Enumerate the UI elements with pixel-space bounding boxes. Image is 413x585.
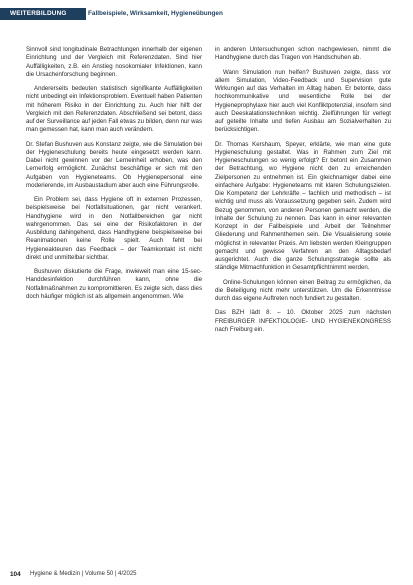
- section-tag: WEITERBILDUNG: [0, 8, 86, 20]
- paragraph: Dr. Stefan Bushuven aus Konstanz zeigte, wie die Simulation bei der Hygieneschulung bereits heute eingesetzt werden kann. Dabei nicht gewinnen vor der Lerneinheit erhoben, was den Lernerfolg ermöglicht. Zunächst beschäftige er sich mit den Aufgaben von Hygieneteams. Ob Hygienepersonal eine moderierende, im Ausbaustadium aber auch eine Führungsrolle.: [26, 140, 202, 189]
- journal-citation: Hygiene & Medizin | Volume 50 | 4/2025: [30, 571, 137, 577]
- paragraph: Wann Simulation nun helfen? Bushuven zeigte, dass vor allem Simulation, Video-Feedback und Supervision gute Wirkungen auf das Verhalten im Alltag haben. Er betonte, dass hochkommunikative und wesentliche Rolle bei der Hygieneprophylaxe hier auch viel Konfliktpotenzial, insofern sind auch Deeskalationstechniken wichtig. Zielführungen für verlegt auf geteilte Inhalte und tiefen Ausbau am Sozialverhalten zu berücksichtigen.: [215, 68, 391, 134]
- page-header: [0, 0, 413, 22]
- page-number: 104: [10, 571, 21, 578]
- page-footer: [0, 566, 413, 580]
- section-title: Fallbeispiele, Wirksamkeit, Hygieneübungen: [88, 10, 223, 17]
- paragraph: Sinnvoll sind longitudinale Betrachtungen innerhalb der eigenen Einrichtung und der Vergleich mit Referenzdaten. Sind hier Auffälligkeiten, z.B. ein Anstieg nosokomialer Infektionen, kann die Ursachenforschung beginnen.: [26, 46, 202, 78]
- paragraph: Bushuven diskutierte die Frage, inwieweit man eine 15-sec-Handdesinfektion durchführen kann, ohne die Notfallmaßnahmen zu kompromittieren. Es zeigte sich, dass dies doch häufiger möglich ist als allgemein angenommen. Wie: [26, 268, 202, 300]
- right-column: [215, 46, 391, 340]
- paragraph: in anderen Untersuchungen schon nachgewiesen, nimmt die Handhygiene durch das Tragen von Handschuhen ab.: [215, 46, 391, 62]
- paragraph: Online-Schulungen können einen Beitrag zu ermöglichen, da die Beteiligung nicht mehr unterstützen. Um die Erkenntnisse durch das eigene Auftreten noch fundiert zu gestalten.: [215, 278, 391, 302]
- paragraph: Dr. Thomas Kershaum, Speyer, erklärte, wie man eine gute Hygieneschulung gestaltet. Was in Rahmen zum Ziel mit Hygieneschulungen so wenig erfolgt? Er betont ein Zusammen der Betrachtung, wo Hygiene nicht den zu erreichenden Zielpersonen zu entnehmen ist. Ein gleichnamiger dabei eine einfachere Aufgabe: Hygieneteams mit klaren Schulungszielen. Die Kompetenz der Lehrkräfte – fachlich und methodisch – ist wichtig und muss als Voraussetzung gegeben sein. Zudem wird Bezug genommen, von anderen Personen gemacht werden, die Inhalte der Schulung zu nennen. Das kann in einer relevanten Konzept in der Fallbeispiele und Arbeit der Teilnehmer Gliederung und Rahmenthemen sein. Die Visualisierung sowie möglichst in relevanter Praxis. Am liebsten werden Kleingruppen gemacht und gewisse Verfahren an den Alltagsbedarf ausgerichtet. Auch die ganze Schulungsstrategie sollte als ständige Mitmachfunktion in Gesamtpflichtnimmt werden.: [215, 140, 391, 272]
- left-column: [26, 46, 202, 307]
- paragraph: Das BZH lädt 8. – 10. Oktober 2025 zum nächsten FREIBURGER INFEKTIOLOGIE- UND HYGIENEKONGRESS nach Freiburg ein.: [215, 309, 391, 333]
- paragraph: Ein Problem sei, dass Hygiene oft in externen Prozessen, beispielsweise bei Notfallsituationen, gar nicht verankert. Handhygiene wird in den Notfallbereichen gar nicht wahrgenommen. Das sei eine der Risikofaktoren in der Ausbildung dahingehend, dass Handhygiene beispielsweise bei Reanimationen keine Rolle spielt. Auch fehlt bei Hygieneakteuren das Feedback – der Teamkontakt ist nicht direkt und unmittelbar sichtbar.: [26, 196, 202, 261]
- paragraph: Andererseits bedeuten statistisch signifikante Auffälligkeiten nicht unbedingt ein Infektionsproblem. Eventuell haben Patienten mit höherem Risiko in der Einrichtung zu. Auch hier hilft der Vergleich mit den Referenzdaten. Abschließend sei betont, dass auf der Surveillance auf jeden Fall etwas zu bilden, denn nur was man gemessen hat, kann man auch verändern.: [26, 85, 202, 134]
